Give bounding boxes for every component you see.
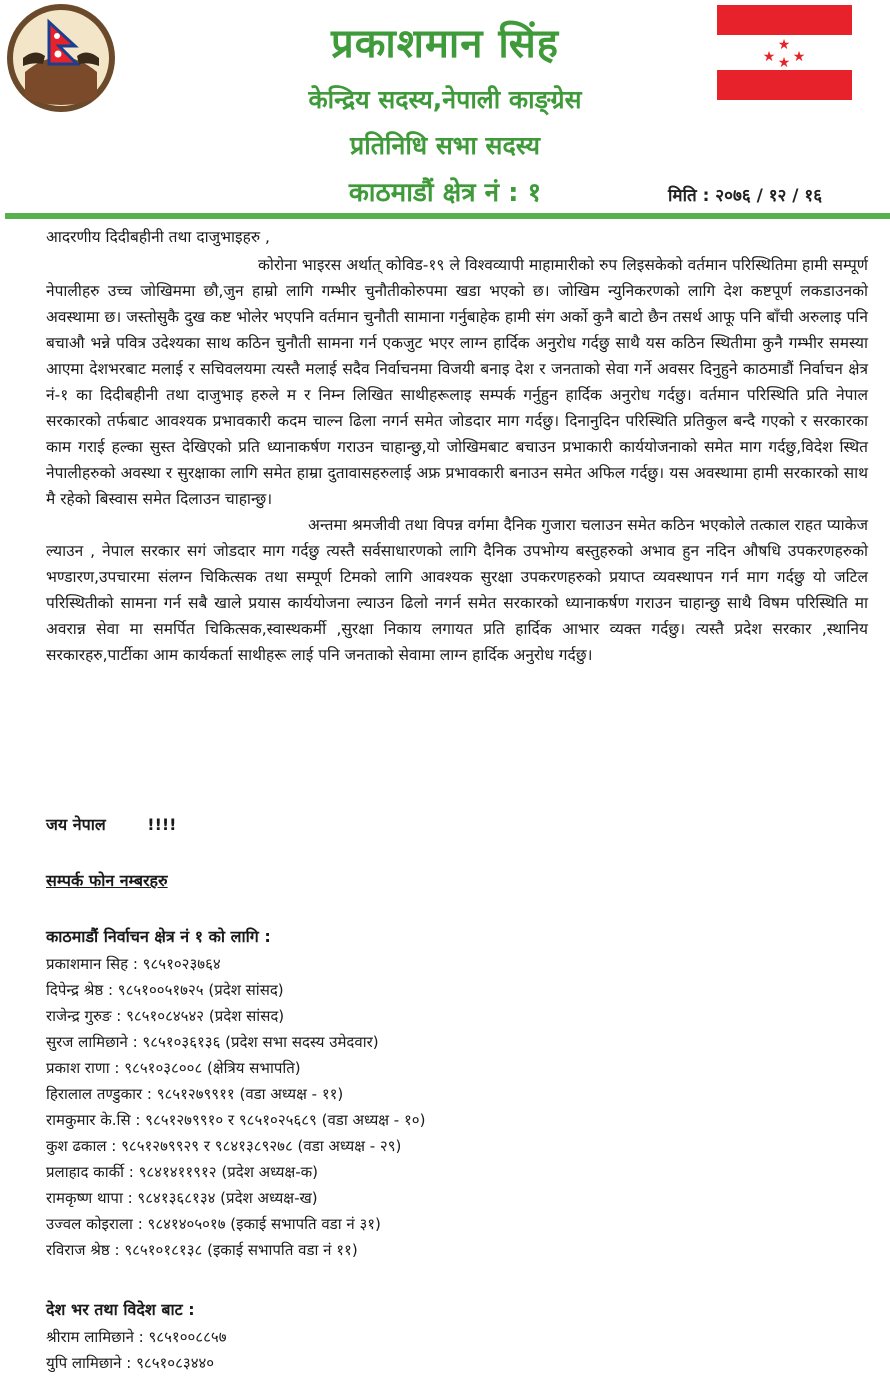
- contact-item: प्रलाहाद कार्की : ९८४१४११९१२ (प्रदेश अध्यक्ष-क): [46, 1163, 319, 1181]
- contact-list-abroad: [46, 1324, 227, 1376]
- contact-item: रविराज श्रेष्ठ : ९८५१०१८१३८ (इकाई सभापति वडा नं ११): [46, 1241, 358, 1259]
- section-heading-ktm1: काठमाडौं निर्वाचन क्षेत्र नं १ को लागि :: [46, 927, 271, 946]
- closing-text: जय नेपाल: [46, 815, 106, 834]
- contact-item: कुश ढकाल : ९८५१२७९९२९ र ९८४१३८९२७८ (वडा अध्यक्ष - २९): [46, 1137, 402, 1155]
- contacts-title: सम्पर्क फोन नम्बरहरु: [46, 871, 168, 890]
- paragraph-2: अन्तमा श्रमजीवी तथा विपन्न वर्गमा दैनिक गुजारा चलाउन समेत कठिन भएकोले तत्काल राहत प्याकेज ल्याउन , नेपाल सरकार सगं जोडदार माग गर्दछु त्यस्तै सर्वसाधारणको लागि दैनिक उपभोग्य बस्तुहरुको अभाव हुन नदिन औषधि उपकरणहरुको भण्डारण,उपचारमा संलग्न चिकित्सक तथा सम्पूर्ण टिमको लागि आवश्यक सुरक्षा उपकरणहरुको प्रयाप्त व्यवस्थापन गर्न माग गर्दछु यो जटिल परिस्थितीको सामना गर्न सबै खाले प्रयास कार्ययोजना ल्याउन ढिलो नगर्न समेत सरकारको ध्यानाकर्षण गराउन चाहान्छु साथै विषम परिस्थिति मा अवरान्न सेवा मा समर्पित चिकित्सक,स्वास्थकर्मी ,सुरक्षा निकाय लगायत प्रति हार्दिक आभार व्यक्त गर्दछु। त्यस्तै प्रदेश सरकार ,स्थानिय सरकारहरु,पार्टीका आम कार्यकर्ता साथीहरू लाई पनि जनताको सेवामा लाग्न हार्दिक अनुरोध गर्दछु।: [46, 516, 868, 664]
- letter-body: [46, 224, 868, 668]
- contact-item: प्रकाश राणा : ९८५१०३८००८ (क्षेत्रिय सभापति): [46, 1059, 301, 1077]
- flag-star-icon: ★: [777, 55, 791, 71]
- letterhead-name: प्रकाशमान सिंह: [330, 21, 560, 67]
- letter-date: मिति : २०७६ / १२ / १६: [668, 186, 823, 206]
- contact-item: रामकृष्ण थापा : ९८४१३६८१३४ (प्रदेश अध्यक्ष-ख): [46, 1189, 318, 1207]
- section-heading-abroad: देश भर तथा विदेश बाट :: [46, 1300, 195, 1319]
- contact-item: दिपेन्द्र श्रेष्ठ : ९८५१००५१७२५ (प्रदेश सांसद): [46, 981, 284, 999]
- contact-item: रामकुमार के.सि : ९८५१२७९९१० र ९८५१०२५६८९ (वडा अध्यक्ष - १०): [46, 1111, 426, 1129]
- contact-item: उज्वल कोइराला : ९८४१४०५०१७ (इकाई सभापति वडा नं ३१): [46, 1215, 381, 1233]
- contact-item: हिरालाल तण्डुकार : ९८५१२७९९११ (वडा अध्यक्ष - ११): [46, 1085, 344, 1103]
- letterhead-designation: केन्द्रिय सदस्य,नेपाली काङ्ग्रेस: [308, 85, 582, 114]
- contact-item: सुरज लामिछाने : ९८५१०३६१३६ (प्रदेश सभा सदस्य उमेदवार): [46, 1033, 379, 1051]
- closing-marks: !!!!: [147, 815, 177, 834]
- closing: [46, 813, 176, 835]
- contact-item: श्रीराम लामिछाने : ९८५१००८८५७: [46, 1328, 227, 1346]
- header-divider: [5, 213, 890, 219]
- flag-star-icon: ★: [762, 49, 776, 65]
- salutation: आदरणीय दिदीबहीनी तथा दाजुभाइहरु ,: [46, 228, 270, 246]
- contact-list-ktm1: [46, 951, 425, 1263]
- letterhead-role: प्रतिनिधि सभा सदस्य: [350, 131, 540, 160]
- flag-star-icon: ★: [792, 49, 806, 65]
- flag-star-icon: ★: [777, 37, 791, 53]
- letterhead-constituency: काठमाडौं क्षेत्र नं : १: [348, 178, 542, 208]
- contact-item: राजेन्द्र गुरुङ : ९८५१०८४५४२ (प्रदेश सांसद): [46, 1007, 285, 1025]
- contact-item: प्रकाशमान सिह : ९८५१०२३७६४: [46, 955, 221, 973]
- paragraph-1: कोरोना भाइरस अर्थात् कोविड-१९ ले विश्वव्यापी माहामारीको रुप लिइसकेको वर्तमान परिस्थितिमा हामी सम्पूर्ण नेपालीहरु उच्च जोखिममा छौ,जुन हाम्रो लागि गम्भीर चुनौतीकोरुपमा खडा भएको छ। जोखिम न्युनिकरणको लागि देश कष्टपूर्ण लकडाउनको अवस्थामा छ। जस्तोसुकै दुख कष्ट भोलेर भएपनि वर्तमान चुनौती सामाना गर्नुबाहेक हामी संग अर्को कुनै बाटो छैन तसर्थ आफू पनि बाँची अरुलाइ पनि बचाऔ भन्ने पवित्र उदेश्यका साथ कठिन चुनौती सामना गर्न एकजुट भएर लाग्न हार्दिक अनुरोध गर्दछु साथै यस कठिन स्थितीमा कुनै गम्भीर समस्या आएमा देशभरबाट मलाई र सचिवलयमा त्यस्तै मलाई सदैव निर्वाचनमा विजयी बनाइ देश र जनताको सेवा गर्ने अवसर दिनुहुने काठमाडौं निर्वाचन क्षेत्र नं-१ का दिदीबहीनी तथा दाजुभाइ हरुले म र निम्न लिखित साथीहरूलाइ सम्पर्क गर्नुहुन हार्दिक अनुरोध गर्दछु। वर्तमान परिस्थिति प्रति नेपाल सरकारको तर्फबाट आवश्यक प्रभावकारी कदम चाल्न ढिला नगर्न समेत जोडदार माग गर्दछु। दिनानुदिन परिस्थिति प्रतिकुल बन्दै गएको र सरकारका काम गराई हल्का सुस्त देखिएको प्रति ध्यानाकर्षण गराउन चाहान्छु,यो जोखिमबाट बचाउन प्रभाकारी कार्ययोजनाको समेत माग गर्दछु,विदेश स्थित नेपालीहरुको अवस्था र सुरक्षाका लागि समेत हाम्रा दुतावासहरुलाई अफ्र प्रभावकारी बनाउन समेत अफिल गर्दछु। यस अवस्थामा हामी सरकारको साथ मै रहेको बिस्वास समेत दिलाउन चाहान्छु।: [46, 256, 868, 508]
- contact-item: युपि लामिछाने : ९८५१०८३४४०: [46, 1354, 215, 1372]
